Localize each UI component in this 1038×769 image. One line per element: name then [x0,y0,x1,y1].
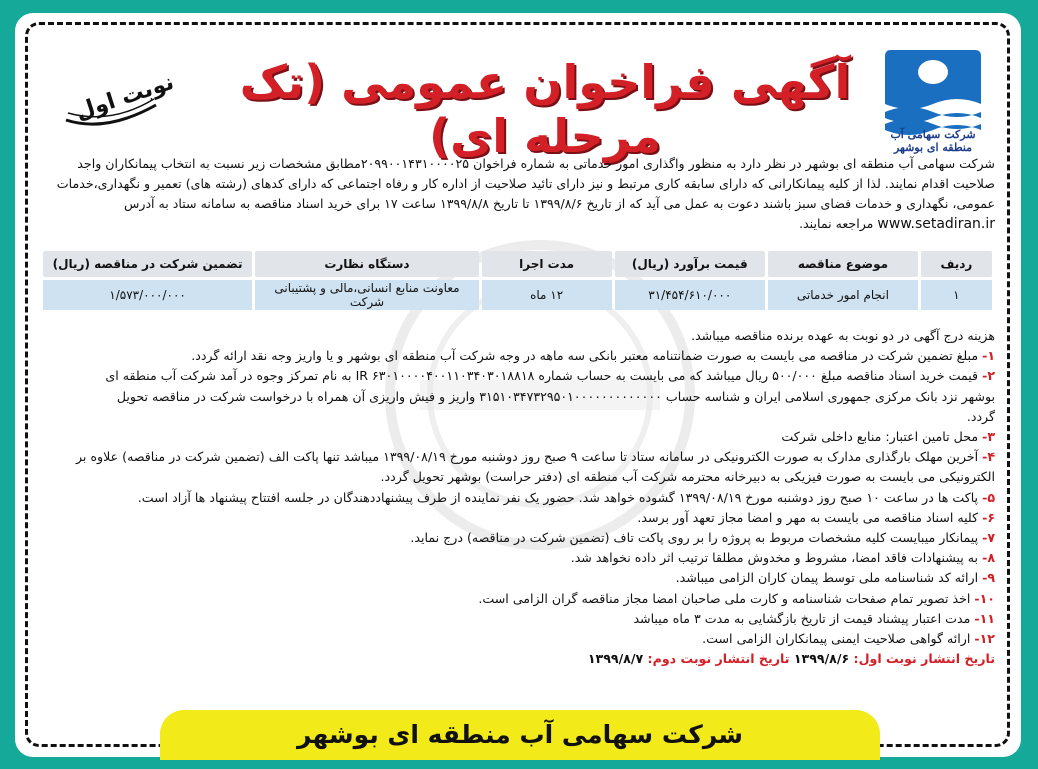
condition-number: ۳- [982,429,995,445]
table-header-row [43,251,992,277]
cell-subject: انجام امور خدماتی [768,280,918,310]
condition-item [40,548,995,568]
condition-text: به پیشنهادات فاقد امضا، مشروط و مخدوش مطلقا ترتیب اثر داده نخواهد شد. [570,550,983,566]
condition-item [40,609,995,629]
condition-number: ۴- [982,449,995,465]
condition-text: آخرین مهلک بارگذاری مدارک به صورت الکترونیکی در سامانه ستاد تا ساعت ۹ صبح روز دوشنبه مورخ ۱۳۹۹/۰۸/۱۹ میباشد تنها پاکت الف (تضمین شرکت در مناقصه) علاوه بر [75,449,983,465]
col-subject: موضوع مناقصه [768,251,918,277]
condition-number: ۱۰- [974,590,995,606]
condition-text: مدت اعتبار پیشناد قیمت از تاریخ بازگشایی به مدت ۳ ماه میباشد [633,610,975,626]
first-publication-label: تاریخ انتشار نوبت اول: [853,651,995,667]
condition-item [40,407,995,427]
condition-item [40,467,995,487]
conditions-list [40,326,995,669]
first-publication-date: ۱۳۹۹/۸/۶ [789,651,854,667]
condition-item [40,589,995,609]
col-supervisor: دستگاه نظارت [255,251,479,277]
condition-text: ارائه گواهی صلاحیت ایمنی پیمانکاران الزامی است. [702,631,975,647]
condition-text: قیمت خرید اسناد مناقصه مبلغ ۵۰۰/۰۰۰ ریال میباشد که می بایست به حساب شماره IR ۶۳۰۱۰۰۰۰۴۰۰۱۱۰۳۴۰۳۰۱۸۸۱۸ به نام تمرکز وجوه در آمد شرکت آب منطقه ای [105,368,983,384]
condition-number: ۱- [982,348,995,364]
condition-number: ۵- [982,489,995,505]
condition-number: ۸- [982,550,995,566]
intro-line: شرکت سهامی آب منطقه ای بوشهر در نظر دارد به منظور واگذاری امور خدماتی به شماره فراخوان ۲۰۹۹۰۰۱۴۳۱۰۰۰۰۲۵مطابق مشخصات زیر نسبت به انتخاب پیمانکاران واجد [77,156,995,171]
condition-text: بوشهر نزد بانک مرکزی جمهوری اسلامی ایران و شناسه حساب ۳۱۵۱۰۳۴۷۳۲۹۵۰۱۰۰۰۰۰۰۰۰۰۰۰۰۰ واریز و فیش واریزی آن همراه با درخواست شرکت در مناقصه تحویل [116,388,995,404]
cost-note: هزینه درج آگهی در دو نوبت به عهده برنده مناقصه میباشد. [691,328,995,343]
company-logo [877,44,989,154]
condition-text: مبلغ تضمین شرکت در مناقصه می بایست به صورت ضمانتنامه معتبر بانکی سه ماهه در وجه شرکت آب منطقه ای بوشهر و یا واریز وجه نقد ارائه گردد. [191,348,983,364]
cell-duration: ۱۲ ماه [482,280,612,310]
condition-text: گردد. [966,408,995,424]
cell-guarantee: ۱/۵۷۳/۰۰۰/۰۰۰ [43,280,252,310]
publication-dates [40,649,995,669]
condition-number: ۷- [982,530,995,546]
condition-item [40,447,995,467]
condition-item [40,366,995,386]
intro-paragraph [40,154,995,234]
cell-row-number: ۱ [921,280,992,310]
company-banner: شرکت سهامی آب منطقه ای بوشهر [160,710,880,760]
condition-text: محل تامین اعتبار: منابع داخلی شرکت [781,429,983,445]
condition-text: ارائه کد شناسنامه ملی توسط پیمان کاران الزامی میباشد. [675,570,983,586]
condition-text: اخذ تصویر تمام صفحات شناسنامه و کارت ملی صاحبان امضا مجاز مناقصه گران الزامی است. [478,590,975,606]
condition-text: کلیه اسناد مناقصه می بایست به مهر و امضا مجاز تعهد آور برسد. [637,509,983,525]
second-publication-label: تاریخ انتشار نوبت دوم: [647,651,790,667]
condition-item [40,528,995,548]
table-row [43,280,992,310]
condition-item [40,387,995,407]
condition-text: پاکت ها در ساعت ۱۰ صبح روز دوشنبه مورخ ۱۳۹۹/۰۸/۱۹ گشوده خواهد شد. حضور یک نفر نماینده از طرف پیشنهاددهندگان در جلسه افتتاح پیشنهاد ها آزاد است. [137,489,983,505]
logo-caption: شرکت سهامی آب منطقه ای بوشهر [890,128,976,154]
condition-item [40,629,995,649]
condition-item [40,508,995,528]
intro-line-tail: مراجعه نمایند. [799,216,878,231]
condition-number: ۲- [982,368,995,384]
condition-item [40,488,995,508]
col-guarantee: تضمین شرکت در مناقصه (ریال) [43,251,252,277]
first-round-stamp [56,65,177,135]
cell-supervisor: معاونت منابع انسانی،مالی و پشتیبانی شرکت [255,280,479,310]
condition-number: ۱۱- [974,610,995,626]
intro-line: عمومی، نگهداری و خدمات فضای سبز باشند دعوت به عمل می آید که از تاریخ ۱۳۹۹/۸/۶ تا تاریخ ۱۳۹۹/۸/۸ ساعت ۱۷ برای خرید اسناد مناقصه به سامانه ستاد به آدرس [123,196,995,211]
condition-text: پیمانکار میبایست کلیه مشخصات مربوط به پروژه را بر روی پاکت تاف (تضمین شرکت در مناقصه) درج نماید. [410,530,983,546]
col-estimated-price: قیمت برآورد (ریال) [615,251,766,277]
cell-estimated-price: ۳۱/۴۵۴/۶۱۰/۰۰۰ [615,280,766,310]
intro-line [40,214,995,234]
tender-table [40,248,995,313]
col-duration: مدت اجرا [482,251,612,277]
notice-title: آگهی فراخوان عمومی (تک مرحله ای) [239,55,851,163]
setad-website-link[interactable]: www.setadiran.ir [877,216,995,232]
water-logo-icon [877,44,989,136]
intro-line: صلاحیت اقدام نمایند. لذا از کلیه پیمانکارانی که دارای سابقه کاری مرتبط و نیز دارای تائید صلاحیت از اداره کار و رفاه اجتماعی که دارای کدهای (رشته های) تعمیر و نگهداری،خدمات [56,176,995,191]
condition-number: ۱۲- [974,631,995,647]
condition-item [40,346,995,366]
condition-number: ۹- [982,570,995,586]
condition-item [40,427,995,447]
content [40,30,995,750]
condition-item [40,568,995,588]
stamp-text: نوبت اول [72,69,177,126]
condition-number: ۶- [982,509,995,525]
col-row-number: ردیف [921,251,992,277]
condition-text: الکترونیکی می بایست به صورت فیزیکی به دبیرخانه محترمه شرکت آب منطقه ای (دفتر حراست) بوشهر تحویل گردد. [380,469,995,485]
second-publication-date: ۱۳۹۹/۸/۷ [587,651,648,667]
